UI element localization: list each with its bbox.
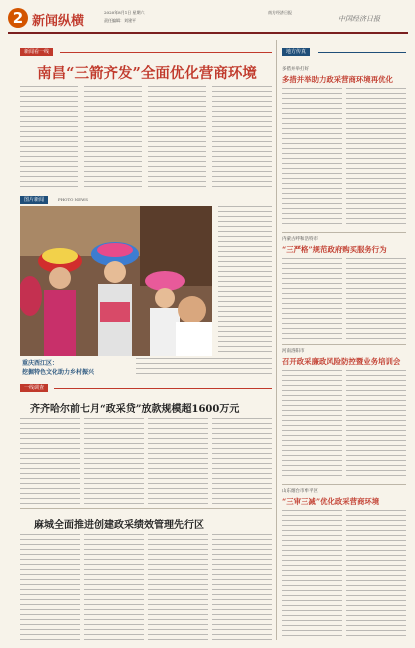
story3-divider <box>20 508 272 509</box>
r1-col1 <box>282 88 342 228</box>
r3-col1 <box>282 370 342 480</box>
column-divider <box>276 40 277 640</box>
story2-col3 <box>148 418 208 504</box>
section-tag-right: 地方传真 <box>282 48 310 56</box>
photo-caption-text <box>136 358 272 378</box>
section-rule-2 <box>54 388 272 389</box>
r2-headline: “三严格”规范政府购买服务行为 <box>282 245 387 254</box>
r3-headline: 召开政采廉政风险防控暨业务培训会 <box>282 357 401 366</box>
photo-title-line1: 重庆酉江区： <box>22 360 59 367</box>
r3-kicker: 河南洛阳市 <box>282 349 305 354</box>
section-tag-story2: 一线调查 <box>20 384 48 392</box>
story2-col2 <box>84 418 144 504</box>
story2-headline: 齐齐哈尔前七月“政采贷”放款规模超1600万元 <box>30 404 240 415</box>
story2-col4 <box>212 418 272 504</box>
r3-divider <box>282 344 406 345</box>
lead-body-col4 <box>212 86 272 190</box>
header-date: 2020年8月1日 星期六 <box>104 10 145 15</box>
r2-divider <box>282 232 406 233</box>
r1-col2 <box>346 88 406 228</box>
section-rule-right <box>318 52 406 53</box>
story3-col3 <box>148 534 208 640</box>
r1-headline: 多措并举助力政采营商环境再优化 <box>282 75 393 84</box>
story3-headline: 麻城全面推进创建政采绩效管理先行区 <box>34 520 204 531</box>
r4-headline: “三审三减”优化政采营商环境 <box>282 497 380 506</box>
lead-body-col2 <box>84 86 142 190</box>
header-right-brand: 中国经济日报 <box>338 15 380 23</box>
lead-body-col1 <box>20 86 78 190</box>
header-editor: 责任编辑：刘建平 <box>104 18 136 23</box>
header-divider <box>8 32 408 34</box>
r4-col2 <box>346 510 406 640</box>
photo-news-sub: PHOTO NEWS <box>58 197 88 202</box>
lead-body-col3 <box>148 86 206 190</box>
page-number-badge: 2 <box>8 8 28 28</box>
story3-col2 <box>84 534 144 640</box>
photo-title <box>22 358 118 376</box>
section-title: 新闻纵横 <box>32 14 85 29</box>
r4-kicker: 山东烟台市牟平区 <box>282 489 318 494</box>
news-photo <box>20 206 212 356</box>
r2-kicker: 内蒙古呼和浩特市 <box>282 237 318 242</box>
lead-headline: 南昌“三箭齐发”全面优化营商环境 <box>37 65 257 82</box>
section-tag-left: 新闻看一线 <box>20 48 53 56</box>
story3-col4 <box>212 534 272 640</box>
photo-news-tag: 图片新闻 <box>20 196 48 204</box>
section-rule <box>60 52 272 53</box>
r2-col2 <box>346 258 406 340</box>
photo-title-line2: 挖掘特色文化助力乡村振兴 <box>22 369 95 376</box>
masthead <box>8 6 408 38</box>
r1-kicker: 多措并举打好 <box>282 67 309 72</box>
lead-body-col5 <box>218 206 272 354</box>
r3-col2 <box>346 370 406 480</box>
header-right-info: 南方经济日报 <box>268 10 292 15</box>
r2-col1 <box>282 258 342 340</box>
story2-col1 <box>20 418 80 504</box>
r4-divider <box>282 484 406 485</box>
story3-col1 <box>20 534 80 640</box>
r4-col1 <box>282 510 342 640</box>
